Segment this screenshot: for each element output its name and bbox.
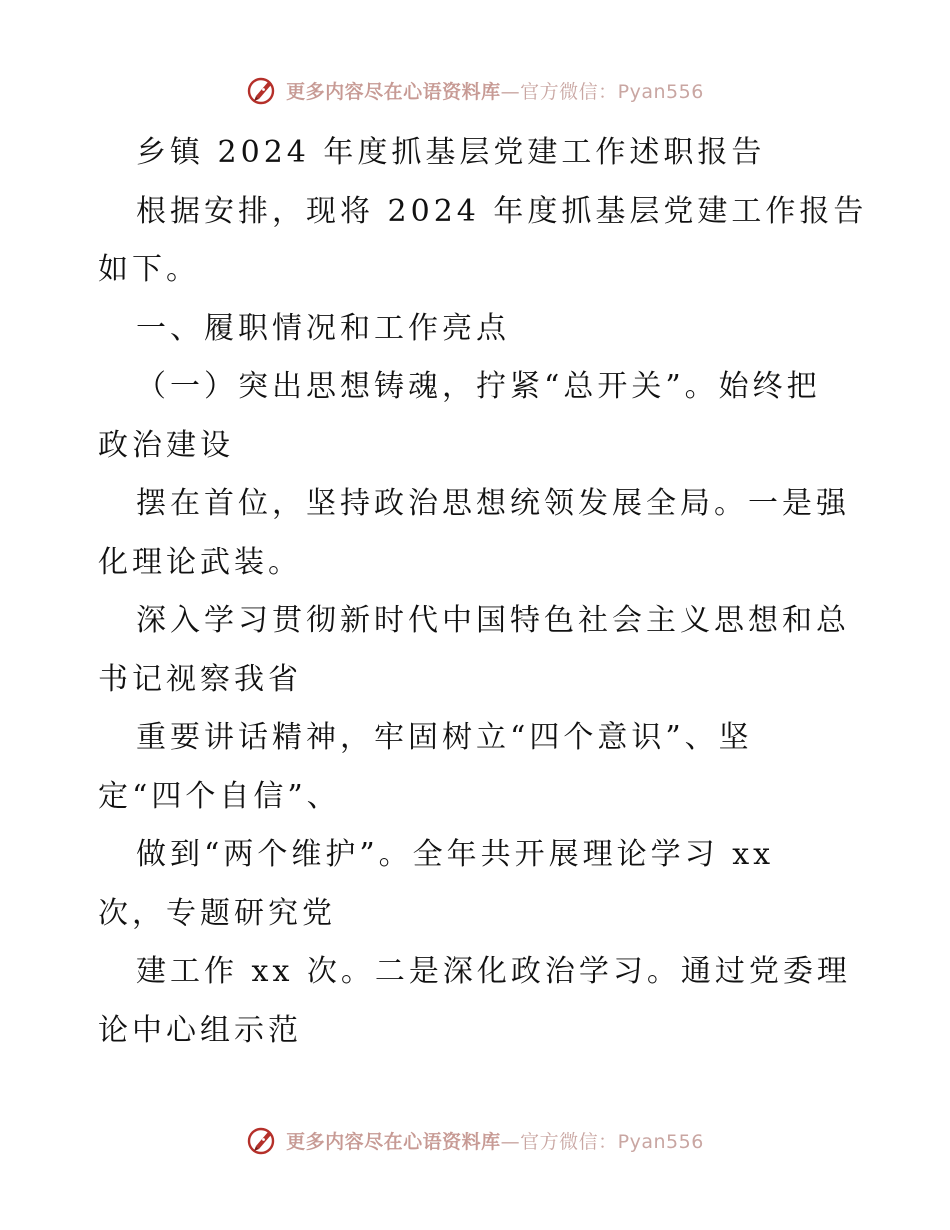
text-line: 根据安排，现将 2024 年度抓基层党建工作报告 — [136, 193, 868, 229]
pen-nib-logo-icon — [246, 74, 278, 106]
watermark-header — [0, 70, 950, 110]
text-line: 做到“两个维护”。全年共开展理论学习 xx — [136, 837, 775, 872]
text-line: 摆在首位，坚持政治思想统领发展全局。一是强 — [136, 486, 850, 521]
text-line: 如下。 — [98, 252, 200, 287]
text-line: 政治建设 — [98, 427, 234, 463]
text-line: 重要讲话精神，牢固树立“四个意识”、坚 — [136, 720, 753, 755]
text-line: 论中心组示范 — [98, 1012, 302, 1048]
text-line: 定“四个自信”、 — [98, 778, 341, 814]
watermark-text-bold: 更多内容尽在心语资料库 — [286, 80, 501, 103]
document-body — [98, 124, 868, 1060]
watermark-footer — [0, 1120, 950, 1160]
watermark-text — [286, 77, 704, 104]
text-line: 次，专题研究党 — [98, 895, 336, 931]
watermark-text — [286, 1127, 704, 1154]
text-line: 书记视察我省 — [98, 661, 302, 697]
watermark-text-light: —官方微信：Pyan556 — [500, 1130, 704, 1153]
text-line: 深入学习贯彻新时代中国特色社会主义思想和总 — [136, 603, 850, 638]
text-line: 一、履职情况和工作亮点 — [136, 310, 510, 346]
watermark-text-bold: 更多内容尽在心语资料库 — [286, 1130, 501, 1153]
pen-nib-logo-icon — [246, 1124, 278, 1156]
watermark-text-light: —官方微信：Pyan556 — [500, 80, 704, 103]
text-line: 化理论武装。 — [98, 544, 302, 580]
text-line: 建工作 xx 次。二是深化政治学习。通过党委理 — [136, 954, 851, 989]
text-line: 乡镇 2024 年度抓基层党建工作述职报告 — [136, 135, 766, 170]
text-line: （一）突出思想铸魂，拧紧“总开关”。始终把 — [136, 369, 821, 404]
